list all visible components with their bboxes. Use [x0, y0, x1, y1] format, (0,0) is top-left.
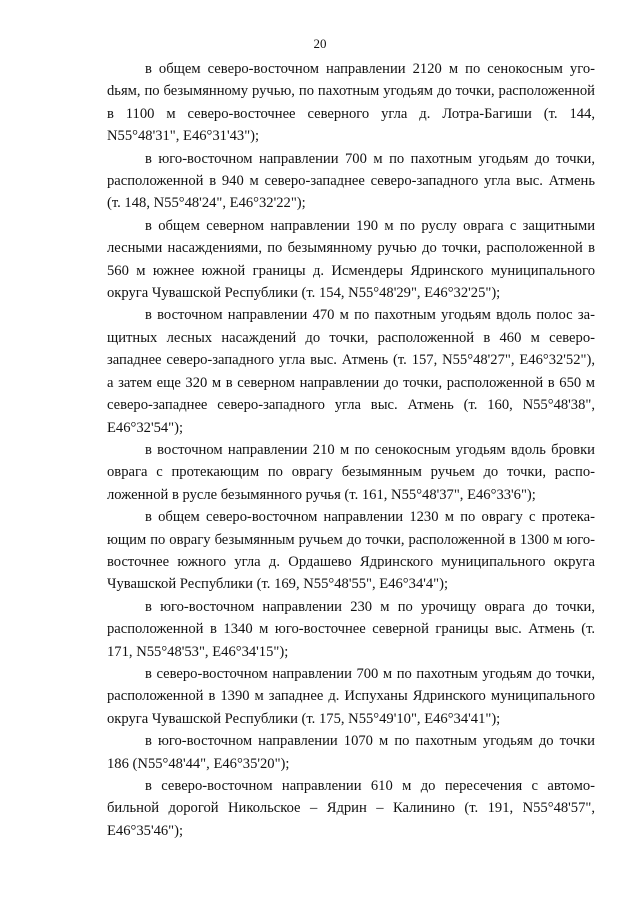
paragraph: в общем северо-восточном направлении 1230 м по оврагу с протекающим по оврагу безымянным ручьем до точки, расположенной в 1300 м юго-восточнее южного угла д. Ордашево Ядринского муниципального округа Чувашской Республики (т. 169, N55°48'55", E46°34'4"); [107, 509, 595, 593]
paragraph: в общем северном направлении 190 м по руслу оврага с защитными лесными насаждениями, по безымянному ручью до точки, расположенной в 560 м южнее южной границы д. Исмендеры Ядринского муниципального округа Чувашской Республики (т. 154, N55°48'29", E46°32'25"); [107, 217, 595, 302]
paragraph: в восточном направлении 470 м по пахотным угодьям вдоль полос защитных лесных насаждений до точки, расположенной в 460 м северо-западнее северо-западного угла выс. Атмень (т. 157, N55°48'27", E46°32'52"), а затем еще 320 м в северном направлении до точки, расположенной в 650 м северо-западнее северо-западного угла выс. Атмень (т. 160, N55°48'38", E46°32'54"); [107, 307, 595, 436]
paragraph: в северо-восточном направлении 700 м по пахотным угодьям до точки, расположенной в 1390 м западнее д. Испуханы Ядринского муниципального округа Чувашской Республики (т. 175, N55°49'10", E46°34'41"); [107, 665, 595, 727]
paragraph: в северо-восточном направлении 610 м до пересечения с автомобильной дорогой Никольское – Ядрин – Калинино (т. 191, N55°48'57", E46°35'46"); [107, 778, 595, 839]
page-number: 20 [313, 36, 327, 51]
paragraph: в юго-восточном направлении 230 м по урочищу оврага до точки, расположенной в 1340 м юго-восточнее северной границы выс. Атмень (т. 171, N55°48'53", E46°34'15"); [107, 598, 595, 660]
document-body [107, 58, 595, 842]
paragraph: в общем северо-восточном направлении 2120 м по сенокосным угоdьям, по безымянному ручью, по пахотным угодьям до точки, расположенной в 1100 м северо-восточнее северного угла д. Лотра-Багиши (т. 144, N55°48'31", E46°31'43"); [107, 61, 595, 145]
paragraph: в юго-восточном направлении 700 м по пахотным угодьям до точки, расположенной в 940 м северо-западнее северо-западного угла выс. Атмень (т. 148, N55°48'24", E46°32'22"); [107, 150, 595, 212]
paragraph: в юго-восточном направлении 1070 м по пахотным угодьям до точки 186 (N55°48'44", E46°35'20"); [107, 733, 595, 772]
paragraph: в восточном направлении 210 м по сенокосным угодьям вдоль бровки оврага с протекающим по оврагу безымянным ручьем до точки, расположенной в русле безымянного ручья (т. 161, N55°48'37", E46°33'6"); [107, 441, 595, 503]
